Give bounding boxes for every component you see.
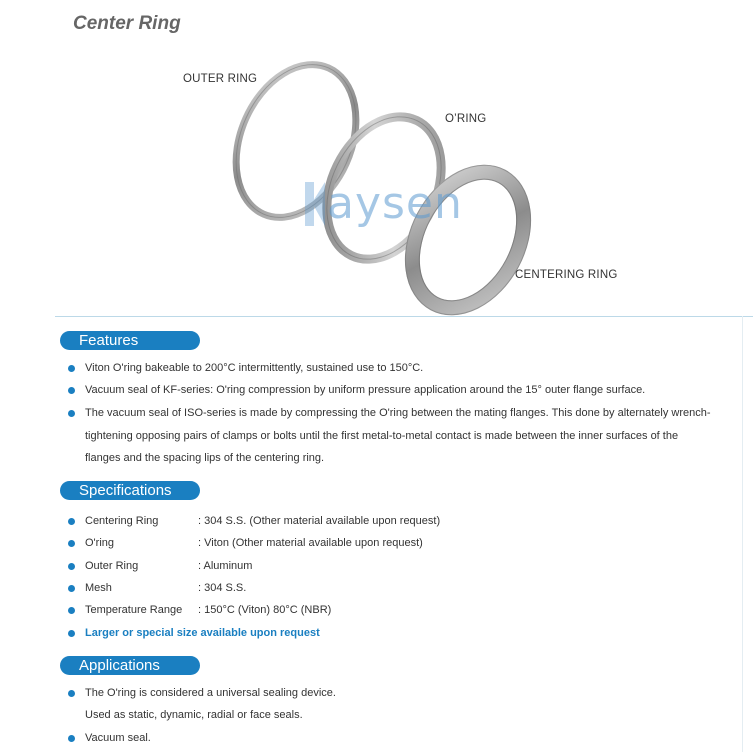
spec-label: O'ring xyxy=(85,537,114,549)
bullet-icon xyxy=(68,735,75,742)
product-figure xyxy=(0,0,753,320)
feature-item: Vacuum seal of KF-series: O'ring compression by uniform pressure application around the 15° outer flange surface. xyxy=(85,384,646,396)
outer-ring-label: OUTER RING xyxy=(183,73,258,85)
bullet-icon xyxy=(68,690,75,697)
bullet-icon xyxy=(68,365,75,372)
spec-value: : Aluminum xyxy=(198,560,253,572)
application-item-continuation: Used as static, dynamic, radial or face seals. xyxy=(85,709,303,721)
spec-label: Centering Ring xyxy=(85,515,159,527)
bullet-icon xyxy=(68,607,75,614)
rings-illustration xyxy=(0,0,753,320)
bullet-icon xyxy=(68,585,75,592)
features-header: Features xyxy=(60,331,200,350)
brand-watermark: aysen xyxy=(305,178,463,229)
bullet-icon xyxy=(68,410,75,417)
bullet-icon xyxy=(68,387,75,394)
feature-item-iso-line: flanges and the spacing lips of the centering ring. xyxy=(85,452,325,464)
watermark-k-icon xyxy=(305,182,325,226)
special-size-note: Larger or special size available upon request xyxy=(85,627,320,639)
feature-item-iso-line: tightening opposing pairs of clamps or bolts until the first metal-to-metal contact is made between the inner surfaces of the xyxy=(85,430,679,442)
section-divider xyxy=(55,316,753,317)
application-item: The O'ring is considered a universal sealing device. xyxy=(85,687,336,699)
bullet-icon xyxy=(68,518,75,525)
o-ring-label: O’RING xyxy=(445,113,487,125)
bullet-icon xyxy=(68,540,75,547)
spec-value: : 304 S.S. (Other material available upon request) xyxy=(198,515,441,527)
spec-label: Mesh xyxy=(85,582,112,594)
spec-label: Temperature Range xyxy=(85,604,183,616)
spec-value: : Viton (Other material available upon request) xyxy=(198,537,423,549)
specifications-header: Specifications xyxy=(60,481,200,500)
spec-value: : 304 S.S. xyxy=(198,582,247,594)
application-item: Vacuum seal. xyxy=(85,732,151,744)
feature-item: Viton O'ring bakeable to 200°C intermittently, sustained use to 150°C. xyxy=(85,362,424,374)
right-border xyxy=(742,316,743,752)
spec-label: Outer Ring xyxy=(85,560,139,572)
centering-ring-label: CENTERING RING xyxy=(515,269,618,281)
spec-value: : 150°C (Viton) 80°C (NBR) xyxy=(198,604,332,616)
bullet-icon xyxy=(68,630,75,637)
feature-item-iso-line: The vacuum seal of ISO-series is made by compressing the O'ring between the mating flanges. This done by alternately wrench- xyxy=(85,407,711,419)
bullet-icon xyxy=(68,563,75,570)
applications-header: Applications xyxy=(60,656,200,675)
page-title: Center Ring xyxy=(73,13,181,34)
